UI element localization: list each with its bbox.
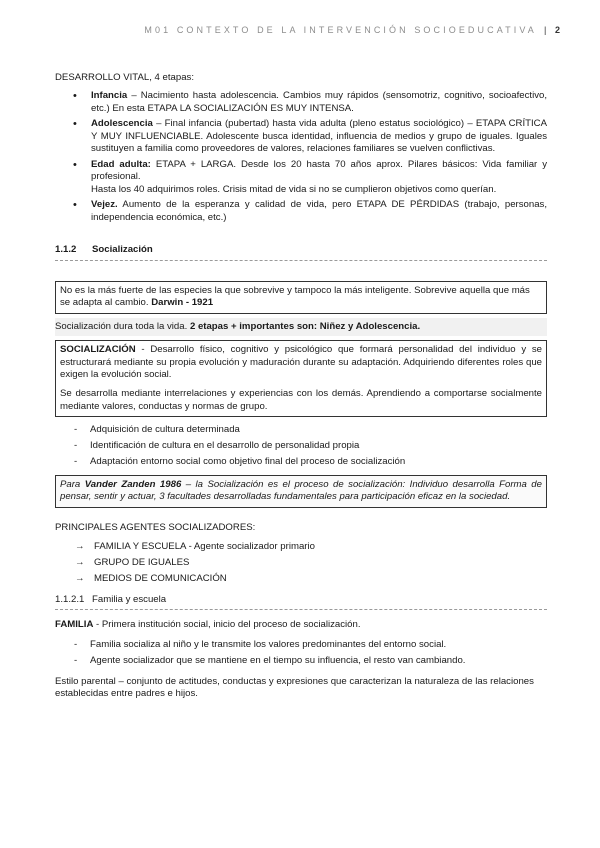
vander-name: Vander Zanden 1986 xyxy=(84,478,182,490)
familia-text: - Primera institución social, inicio del proceso de socialización. xyxy=(93,619,361,631)
stage-text: Aumento de la esperanza y calidad de vida, pero ETAPA DE PÉRDIDAS (trabajo, personas, independencia económica, etc.) xyxy=(91,199,547,223)
list-item: - Familia socializa al niño y le transmite los valores predominantes del entorno social. xyxy=(55,639,547,651)
list-item: - Identificación de cultura en el desarrollo de personalidad propia xyxy=(55,440,547,452)
subsection-title: Familia y escuela xyxy=(92,593,167,605)
page-number: 2 xyxy=(554,25,560,35)
darwin-quote-box xyxy=(55,281,547,314)
agent-label: GRUPO DE IGUALES xyxy=(94,557,190,569)
header-separator: | xyxy=(544,25,547,35)
header-title: M01 CONTEXTO DE LA INTERVENCIÓN SOCIOEDUCATIVA xyxy=(144,25,537,35)
running-header xyxy=(144,25,560,37)
stage-term: Vejez. xyxy=(91,199,118,211)
stages-list xyxy=(55,90,547,224)
estilo-parental-para: Estilo parental – conjunto de actitudes, conductas y expresiones que caracterizan la naturaleza de las relaciones establecidas entre padres e hijos. xyxy=(55,675,534,700)
arrow-right-icon: → xyxy=(75,573,85,585)
arrow-right-icon: → xyxy=(75,541,85,553)
intro-line xyxy=(55,318,547,336)
vander-prefix: Para xyxy=(60,478,85,490)
vander-text: – la Socialización es el proceso de socialización: Individuo desarrolla Forma de pensar, sentir y actuar, 3 facultades desarrolladas fundamentales para participación eficaz en la sociedad. xyxy=(60,478,542,503)
subsection-number: 1.1.2.1 xyxy=(55,593,85,605)
familia-dash-list xyxy=(55,639,547,667)
agents-list xyxy=(55,541,547,585)
list-item: - Agente socializador que se mantiene en el tiempo su influencia, el resto van cambiando. xyxy=(55,655,547,667)
definition-text: - Desarrollo físico, cognitivo y psicológico que formará personalidad del individuo y se estructurará mediante su propia evolución y maduración durante su adaptación. Adquiriendo diferentes roles que exigen la evolución social. xyxy=(60,344,542,380)
stage-term: Infancia xyxy=(91,90,128,102)
definition-para xyxy=(60,344,542,381)
stage-item-edad-adulta xyxy=(55,159,547,196)
stage-text: – Nacimiento hasta adolescencia. Cambios muy rápidos (sensomotriz, cognitivo, socioafectivo, etc.) En esta ETAPA LA SOCIALIZACIÓN ES MUY INTENSA. xyxy=(91,90,547,114)
quote-text: No es la más fuerte de las especies la que sobrevive y tampoco la más inteligente. Sobrevive aquella que más se adapta al cambio. xyxy=(60,284,530,309)
list-item xyxy=(55,573,547,585)
stage-item-vejez xyxy=(55,199,547,224)
section-title: Socialización xyxy=(92,244,153,256)
agent-label: MEDIOS DE COMUNICACIÓN xyxy=(94,573,227,585)
section-heading xyxy=(55,244,547,260)
definition-term: SOCIALIZACIÓN xyxy=(60,344,136,356)
intro-text: Socialización dura toda la vida. xyxy=(55,320,190,332)
agent-label: FAMILIA Y ESCUELA - Agente socializador primario xyxy=(94,541,315,553)
intro-bold: 2 etapas + importantes son: Niñez y Adolescencia. xyxy=(189,320,421,332)
stage-item-adolescencia xyxy=(55,118,547,155)
list-item xyxy=(55,541,547,553)
definition-box xyxy=(55,340,547,417)
arrow-right-icon: → xyxy=(75,557,85,569)
socialization-dash-list xyxy=(55,424,547,468)
section-number: 1.1.2 xyxy=(55,244,77,256)
stage-item-infancia xyxy=(55,90,547,115)
stage-text: – Final infancia (pubertad) hasta vida adulta (pleno estatus sociológico) – ETAPA CRÍTICA Y MUY INFLUENCIABLE. Adolescente busca identidad, influencia de medios y grupo de iguales. Iguales sustituyen a familia como proveedores de valores, relaciones familiares se vuelven conflictivas. xyxy=(91,118,547,155)
familia-term: FAMILIA xyxy=(55,619,94,631)
list-item: - Adquisición de cultura determinada xyxy=(55,424,547,436)
subsection-heading xyxy=(55,594,547,610)
definition-para-2: Se desarrolla mediante interrelaciones y experiencias con los demás. Aprendiendo a comportarse socialmente mediante valores, conductas y normas de grupo. xyxy=(60,388,542,412)
familia-para xyxy=(55,619,547,631)
agents-title: PRINCIPALES AGENTES SOCIALIZADORES: xyxy=(55,521,256,533)
stage-extra: Hasta los 40 adquirimos roles. Crisis mitad de vida si no se cumplieron objetivos como querían. xyxy=(91,183,497,195)
stage-text: ETAPA + LARGA. Desde los 20 hasta 70 años aprox. Pilares básicos: Vida familiar y profesional. xyxy=(91,158,547,183)
stage-term: Adolescencia xyxy=(91,118,153,130)
quote-author: Darwin - 1921 xyxy=(151,297,214,309)
list-item xyxy=(55,557,547,569)
list-item: - Adaptación entorno social como objetivo final del proceso de socialización xyxy=(55,456,547,468)
desarrollo-title: DESARROLLO VITAL, 4 etapas: xyxy=(55,72,194,83)
vander-zanden-box xyxy=(55,475,547,508)
stage-term: Edad adulta: xyxy=(91,158,151,170)
page-content xyxy=(55,72,547,701)
